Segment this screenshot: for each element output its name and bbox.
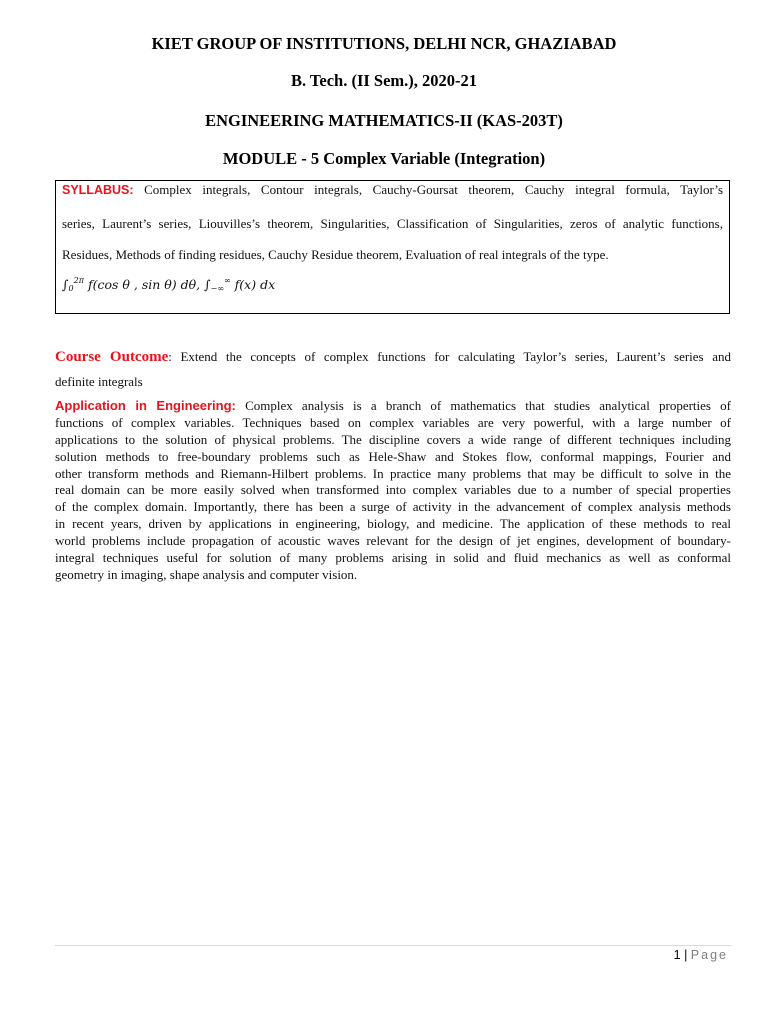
course-outcome-label: Course Outcome xyxy=(55,349,169,365)
application-line: functions of complex variables. Techniques based on complex variables are very powerful, with a large number of xyxy=(55,414,731,430)
formula1-lower: 0 xyxy=(68,284,74,293)
syllabus-line-3: Residues, Methods of finding residues, Cauchy Residue theorem, Evaluation of real integrals of the type. xyxy=(62,247,609,262)
application-line: world problems include propagation of acoustic waves relevant for the design of jet engines, development of boundary- xyxy=(55,533,731,549)
application-line: applications to the solution of physical problems. The discipline covers a wide range of different techniques including xyxy=(55,431,731,447)
integral-formulas xyxy=(62,276,723,293)
application-line: real domain can be more easily solved when transformed into complex variables due to a number of special properties xyxy=(55,482,731,498)
application-line: other transform methods and Riemann-Hilbert problems. In practice many problems that may be difficult to solve in the xyxy=(55,465,731,481)
application-text: Complex analysis is a branch of mathematics that studies analytical properties of xyxy=(235,398,732,413)
page-number: 1 xyxy=(673,948,681,962)
application-line: in recent years, driven by applications in engineering, biology, and medicine. The application of these methods to real xyxy=(55,516,731,532)
course-title: ENGINEERING MATHEMATICS-II (KAS-203T) xyxy=(205,111,563,130)
syllabus-line-2: series, Laurent’s series, Liouvilles’s theorem, Singularities, Classification of Singularities, zeros of analytic functions, xyxy=(62,216,723,231)
formula1-upper: 2π xyxy=(73,276,84,285)
application-line: integral techniques useful for solution of many problems arising in solid and fluid mechanics as well as conformal xyxy=(55,550,731,566)
formula1-body: f(cos θ , sin θ) dθ, xyxy=(87,277,201,292)
syllabus-text-1: Complex integrals, Contour integrals, Cauchy-Goursat theorem, Cauchy integral formula, Taylor’s xyxy=(144,182,724,197)
page-footer xyxy=(674,948,728,962)
syllabus-label: SYLLABUS: xyxy=(62,183,134,197)
integral-sign-1: ∫ xyxy=(62,277,69,292)
course-outcome-line-2: definite integrals xyxy=(55,374,143,389)
application-line: geometry in imaging, shape analysis and computer vision. xyxy=(55,566,358,582)
application-paragraph xyxy=(55,398,731,584)
page-word: Page xyxy=(690,948,728,962)
program-title: B. Tech. (II Sem.), 2020-21 xyxy=(290,71,478,90)
formula2-upper: ∞ xyxy=(224,276,231,285)
module-title: MODULE - 5 Complex Variable (Integration) xyxy=(222,149,546,168)
formula2-body: f(x) dx xyxy=(234,277,276,292)
application-line: solution methods to free-boundary problems such as Hele-Shaw and Stokes flow, conformal mappings, Fourier and xyxy=(55,448,731,464)
application-line: of the complex domain. Importantly, there has been a surge of activity in the advancement of complex analysis methods xyxy=(55,499,731,515)
footer-divider xyxy=(55,945,731,946)
course-outcome-line-1 xyxy=(55,349,731,366)
footer-separator: | xyxy=(680,948,691,962)
formula2-lower: −∞ xyxy=(210,284,225,293)
institute-title: KIET GROUP OF INSTITUTIONS, DELHI NCR, GHAZIABAD xyxy=(151,34,617,53)
syllabus-box xyxy=(55,180,730,314)
syllabus-line-1 xyxy=(62,182,723,198)
integral-sign-2: ∫ xyxy=(204,277,211,292)
application-label: Application in Engineering: xyxy=(55,398,236,413)
application-line xyxy=(55,398,731,415)
course-outcome-text-1: : Extend the concepts of complex functions for calculating Taylor’s series, Laurent’s series and xyxy=(168,349,731,364)
